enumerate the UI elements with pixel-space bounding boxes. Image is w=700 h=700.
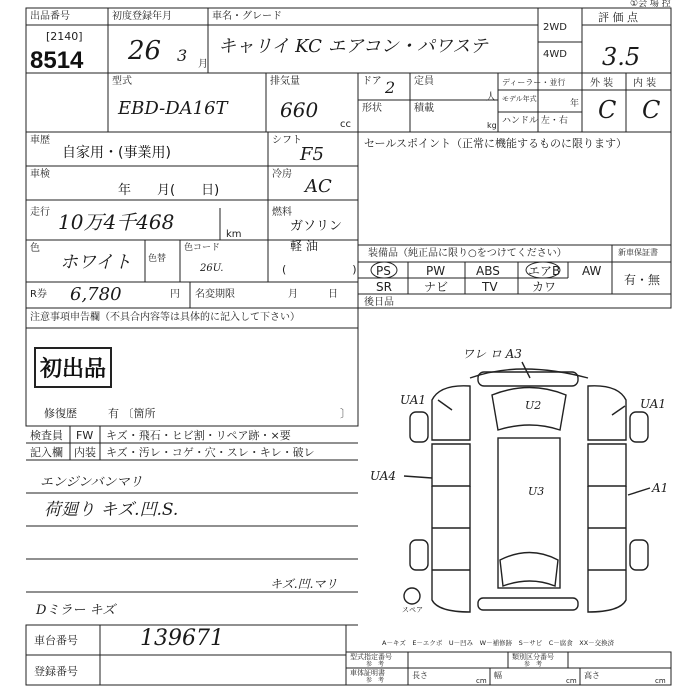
height-label: 高さ bbox=[584, 671, 600, 680]
equip-aw: AW bbox=[582, 264, 602, 278]
exterior-label: 外 装 bbox=[590, 78, 614, 89]
history-label: 車歴 bbox=[30, 135, 50, 146]
notes-header: 注意事項申告欄（不具合内容等は具体的に記入して下さい） bbox=[30, 312, 300, 323]
diagram-label-u2: U2 bbox=[525, 399, 542, 412]
first-listing-text: 初出品 bbox=[40, 357, 107, 382]
equip-navi: ナビ bbox=[424, 280, 449, 294]
height-unit: cm bbox=[655, 677, 666, 685]
inspector-label: 検査員 bbox=[30, 429, 63, 442]
handwritten-note-4: Dミラー キズ bbox=[36, 603, 116, 618]
repair-value: 有 〔箇所 bbox=[108, 407, 156, 420]
inspection-label: 車検 bbox=[30, 169, 50, 180]
diagram-label-spare: スペア bbox=[402, 606, 423, 614]
model-year-label: モデル年式 bbox=[502, 95, 537, 103]
recorder-label: 記入欄 bbox=[30, 446, 63, 459]
diagram-label-u3: U3 bbox=[528, 485, 545, 498]
repair-label: 修復歴 bbox=[44, 407, 77, 420]
load-label: 積載 bbox=[414, 103, 434, 114]
diagram-legend: A－キズ E－エクボ U－凹み W－補修跡 S－サビ C－腐食 XX－交換済 bbox=[382, 639, 615, 647]
reg-month: 3 bbox=[177, 46, 188, 65]
mileage-label: 走行 bbox=[30, 207, 50, 218]
handwritten-note-3: キズ.凹.マリ bbox=[270, 577, 338, 591]
interior-items: キズ・汚レ・コゲ・穴・スレ・キレ・破レ bbox=[106, 446, 315, 459]
mileage-unit: km bbox=[226, 229, 242, 240]
capacity-label: 定員 bbox=[414, 76, 434, 87]
chassis-label: 車台番号 bbox=[34, 634, 78, 647]
history-value: 自家用・(事業用) bbox=[62, 145, 171, 161]
reg-month-unit: 月 bbox=[198, 59, 208, 70]
displacement-unit: cc bbox=[340, 119, 351, 130]
diagram-label-ua1-left: UA1 bbox=[400, 393, 427, 407]
fuel-paren: ( ) bbox=[282, 263, 357, 276]
length-unit: cm bbox=[476, 677, 487, 685]
fuel-value: ガソリン bbox=[290, 219, 343, 234]
mileage-value: 10万4千468 bbox=[58, 210, 175, 234]
shift-value: F5 bbox=[300, 144, 324, 165]
diagram-label-top: ワレ ロ A3 bbox=[462, 347, 522, 361]
car-name-label: 車名・グレード bbox=[212, 11, 282, 22]
fuel-label: 燃料 bbox=[272, 207, 292, 218]
diagram-label-ua1-right: UA1 bbox=[640, 397, 667, 411]
dealer-label: ディーラー・並行 bbox=[502, 78, 566, 87]
doors-value: 2 bbox=[385, 78, 396, 97]
model-year-unit: 年 bbox=[570, 99, 580, 109]
warranty-label: 新車保証書 bbox=[618, 248, 658, 257]
drive-2wd: 2WD bbox=[543, 22, 567, 33]
sales-point-label: セールスポイント（正常に機能するものに限ります） bbox=[364, 137, 628, 150]
equip-airbag: エアB bbox=[528, 264, 561, 278]
diagram-label-a1: A1 bbox=[652, 481, 669, 495]
category-label: 類別区分番号 bbox=[512, 653, 554, 661]
equip-pw: PW bbox=[426, 264, 446, 278]
fw-items: キズ・飛石・ヒビ割・リペア跡・×要 bbox=[106, 429, 291, 442]
equip-tv: TV bbox=[482, 280, 498, 294]
repair-close: 〕 bbox=[340, 407, 351, 420]
lot-code: [2140] bbox=[46, 30, 83, 43]
fw-label: FW bbox=[76, 429, 94, 442]
handwritten-note-1: エンジンバンマリ bbox=[40, 475, 143, 490]
score-label: 評 価 点 bbox=[598, 11, 638, 24]
inspection-value: 年 月( 日) bbox=[118, 183, 220, 198]
chassis-value: 139671 bbox=[140, 626, 224, 651]
attached-label: 後日品 bbox=[364, 297, 394, 308]
diagram-label-ua4: UA4 bbox=[370, 469, 397, 483]
deadline-label: 名変期限 bbox=[195, 289, 235, 300]
model-label: 型式 bbox=[112, 76, 132, 87]
displacement-value: 660 bbox=[280, 98, 319, 122]
car-name-value: キャリイ KC エアコン・パワステ bbox=[218, 36, 488, 57]
ac-value: AC bbox=[305, 176, 332, 197]
recycle-label: R券 bbox=[30, 289, 47, 300]
color-code-value: 26U. bbox=[200, 263, 224, 274]
type-designation-label: 型式指定番号 bbox=[350, 653, 392, 661]
color-label: 色 bbox=[30, 243, 40, 254]
equip-ps: PS bbox=[376, 264, 391, 278]
equip-sr: SR bbox=[376, 280, 392, 294]
color-value: ホワイト bbox=[60, 252, 132, 273]
shift-label: シフト bbox=[272, 135, 302, 146]
reg-label: 初度登録年月 bbox=[112, 11, 172, 22]
lot-label: 出品番号 bbox=[30, 11, 70, 22]
recycle-unit: 円 bbox=[170, 289, 180, 300]
model-value: EBD-DA16T bbox=[118, 98, 228, 119]
recycle-value: 6,780 bbox=[70, 284, 122, 305]
fuel-alt: 軽 油 bbox=[290, 239, 318, 253]
handwritten-note-2: 荷廻り キズ.凹.S. bbox=[44, 500, 179, 520]
interior-row-label: 内装 bbox=[74, 446, 96, 459]
shape-label: 形状 bbox=[362, 103, 382, 114]
type-designation-ref: 参 考 bbox=[366, 661, 385, 668]
score-value: 3.5 bbox=[602, 43, 641, 71]
deadline-value: 月 日 bbox=[288, 289, 338, 300]
top-right-note: ①会 場 控 bbox=[630, 0, 671, 9]
equip-abs: ABS bbox=[476, 264, 500, 278]
interior-label: 内 装 bbox=[633, 78, 657, 89]
ac-label: 冷房 bbox=[272, 169, 292, 180]
equip-kawa: カワ bbox=[532, 280, 557, 294]
exterior-value: C bbox=[598, 96, 617, 124]
reg-year: 26 bbox=[128, 36, 162, 66]
handle-label: ハンドル 左・右 bbox=[502, 116, 568, 126]
length-label: 長さ bbox=[412, 671, 428, 680]
warranty-value: 有・無 bbox=[624, 273, 661, 287]
registration-label: 登録番号 bbox=[34, 665, 78, 678]
cert-ref: 参 考 bbox=[366, 677, 385, 684]
lot-number: 8514 bbox=[30, 47, 84, 74]
color-change-label: 色替 bbox=[148, 254, 167, 264]
width-label: 幅 bbox=[494, 671, 502, 680]
cert-label: 車体証明書 bbox=[350, 669, 385, 677]
load-unit: kg bbox=[487, 121, 497, 130]
drive-4wd: 4WD bbox=[543, 49, 567, 60]
doors-label: ドア bbox=[362, 76, 382, 87]
color-code-label: 色コード bbox=[184, 243, 221, 253]
equipment-header: 装備品（純正品に限り○をつけてください） bbox=[368, 248, 567, 259]
category-ref: 参 考 bbox=[524, 661, 543, 668]
interior-value: C bbox=[642, 96, 661, 124]
displacement-label: 排気量 bbox=[270, 76, 300, 87]
capacity-unit: 人 bbox=[486, 92, 496, 103]
width-unit: cm bbox=[566, 677, 577, 685]
